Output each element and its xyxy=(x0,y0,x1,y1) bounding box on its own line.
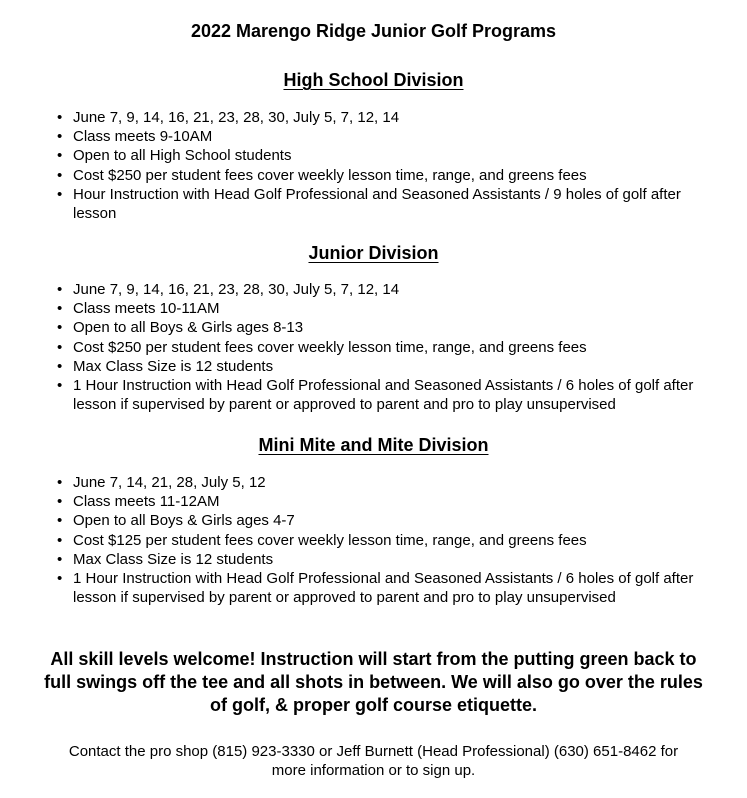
list-item xyxy=(55,299,705,318)
closing-statement: All skill levels welcome! Instruction will start from the putting green back to full swings off the tee and all shots in between. We will also go over the rules of golf, & proper golf course etiquette. xyxy=(44,649,703,715)
list-item xyxy=(55,166,705,185)
bullet-icon: • xyxy=(57,357,63,375)
contact-info: Contact the pro shop (815) 923-3330 or Jeff Burnett (Head Professional) (630) 651-8462 for more information or to sign up. xyxy=(68,743,679,779)
list-item xyxy=(55,376,705,414)
section-heading-high-school: High School Division xyxy=(283,70,464,90)
list-item-text: Max Class Size is 12 students xyxy=(73,357,274,375)
list-item xyxy=(55,318,705,337)
list-item xyxy=(55,185,705,223)
list-item xyxy=(55,511,705,530)
section-heading-mini-mite: Mini Mite and Mite Division xyxy=(258,435,489,455)
list-item xyxy=(55,146,705,165)
list-item-text: 1 Hour Instruction with Head Golf Professional and Seasoned Assistants / 6 holes of golf after lesson if supervised by parent or approved to parent and pro to play unsupervised xyxy=(73,377,694,414)
list-item xyxy=(55,338,705,357)
bullet-list-junior xyxy=(55,280,705,414)
list-item-text: Open to all High School students xyxy=(73,147,292,165)
list-item-text: Class meets 9-10AM xyxy=(73,128,213,146)
bullet-icon: • xyxy=(57,570,63,588)
list-item-text: Hour Instruction with Head Golf Professional and Seasoned Assistants / 9 holes of golf after lesson xyxy=(73,185,681,223)
bullet-icon: • xyxy=(57,338,63,356)
list-item-text: Cost $250 per student fees cover weekly lesson time, range, and greens fees xyxy=(73,338,587,356)
list-item-text: Open to all Boys & Girls ages 8-13 xyxy=(73,319,304,337)
list-item xyxy=(55,357,705,376)
bullet-icon: • xyxy=(57,185,63,203)
bullet-icon: • xyxy=(57,493,63,511)
list-item-text: June 7, 14, 21, 28, July 5, 12 xyxy=(73,474,266,491)
list-item xyxy=(55,531,705,550)
bullet-icon: • xyxy=(57,319,63,337)
list-item-text: Max Class Size is 12 students xyxy=(73,550,274,568)
list-item-text: Class meets 11-12AM xyxy=(73,493,220,511)
bullet-icon: • xyxy=(57,531,63,549)
list-item-text: Class meets 10-11AM xyxy=(73,300,220,318)
list-item xyxy=(55,280,705,299)
bullet-icon: • xyxy=(57,512,63,530)
bullet-icon: • xyxy=(57,109,63,126)
bullet-list-mini-mite xyxy=(55,473,705,607)
list-item xyxy=(55,127,705,146)
list-item-text: June 7, 9, 14, 16, 21, 23, 28, 30, July 5, 7, 12, 14 xyxy=(73,109,400,126)
list-item xyxy=(55,550,705,569)
list-item-text: June 7, 9, 14, 16, 21, 23, 28, 30, July 5, 7, 12, 14 xyxy=(73,281,400,298)
list-item xyxy=(55,492,705,511)
bullet-icon: • xyxy=(57,474,63,491)
bullet-icon: • xyxy=(57,377,63,395)
list-item-text: Cost $125 per student fees cover weekly lesson time, range, and greens fees xyxy=(73,531,587,549)
bullet-icon: • xyxy=(57,281,63,298)
list-item-text: 1 Hour Instruction with Head Golf Professional and Seasoned Assistants / 6 holes of golf after lesson if supervised by parent or approved to parent and pro to play unsupervised xyxy=(73,570,694,607)
bullet-icon: • xyxy=(57,166,63,184)
bullet-list-high-school xyxy=(55,108,705,223)
section-heading-junior: Junior Division xyxy=(308,243,439,263)
bullet-icon: • xyxy=(57,550,63,568)
page-title: 2022 Marengo Ridge Junior Golf Programs xyxy=(190,21,557,41)
list-item xyxy=(55,108,705,127)
list-item-text: Open to all Boys & Girls ages 4-7 xyxy=(73,512,295,530)
list-item xyxy=(55,569,705,607)
list-item-text: Cost $250 per student fees cover weekly lesson time, range, and greens fees xyxy=(73,166,587,184)
list-item xyxy=(55,473,705,492)
bullet-icon: • xyxy=(57,300,63,318)
bullet-icon: • xyxy=(57,128,63,146)
bullet-icon: • xyxy=(57,147,63,165)
